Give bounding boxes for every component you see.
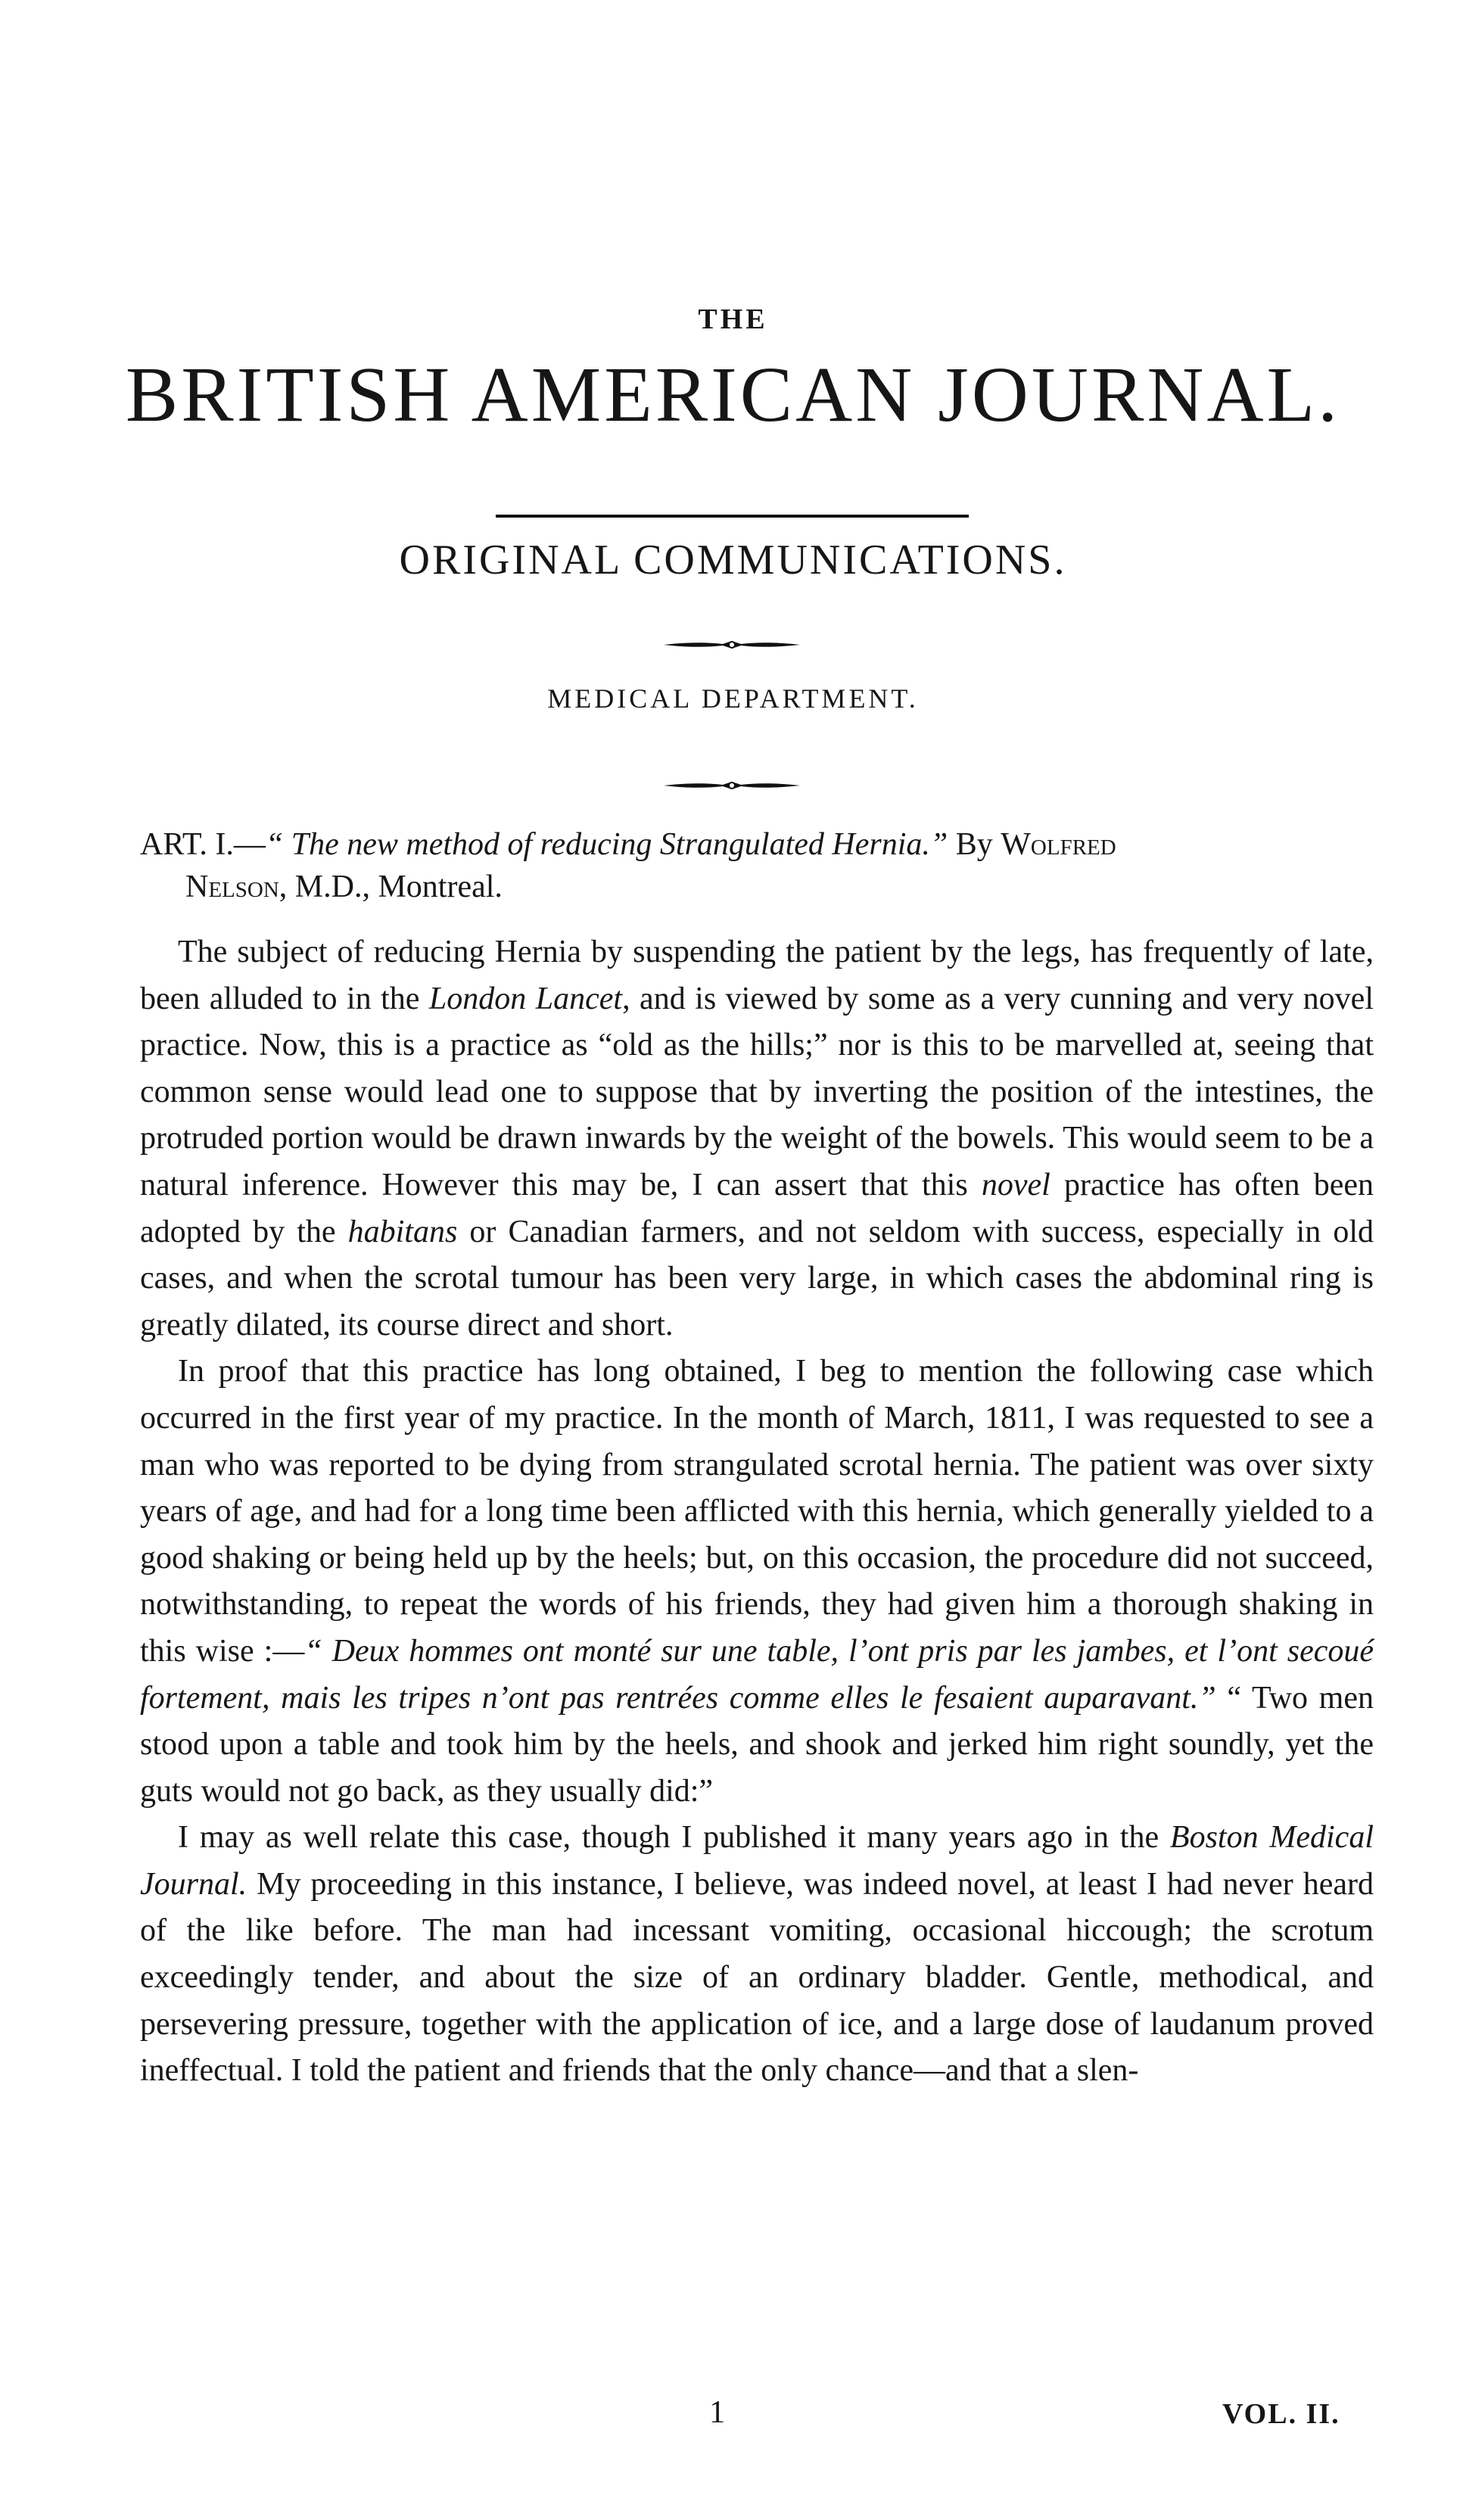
- article-title: “ The new method of reducing Strangulated Hernia.”: [265, 827, 948, 862]
- text-run: In proof that this practice has long obtained, I beg to mention the following case which occurred in the first year of my practice. In the month of March, 1811, I was requested to see a man who was reported to be dying from strangulated scrotal hernia. The patient was over sixty years of age, and had for a long time been afflicted with this hernia, which generally yielded to a good shaking or being held up by the heels; but, on this occasion, the procedure did not succeed, notwithstanding, to repeat the words of his friends, they had given him a thorough shaking in this wise :—: [140, 1354, 1374, 1669]
- article-by: By: [948, 827, 1001, 862]
- author-credentials: , M.D., Montreal.: [279, 870, 503, 904]
- text-run: My proceeding in this instance, I believe, was indeed novel, at least I had never heard of the like before. The man had incessant vomiting, occasional hiccough; the scrotum exceedingly tender, and about the size of an ordinary bladder. Gentle, methodical, and persevering pressure, together with the application of ice, and a large dose of laudanum proved ineffectual. I told the patient and friends that the only chance—and that a slen-: [140, 1866, 1374, 2089]
- text-run: “ Two men stood upon a table and took him by the heels, and shook and jerked him right soundly, yet the guts would not go back, as they usually did:”: [140, 1680, 1374, 1809]
- ornamental-rule-top: [664, 637, 800, 652]
- italic-run: London Lancet: [428, 981, 623, 1016]
- page-number: 1: [709, 2395, 725, 2430]
- ornamental-rule-bottom: [664, 778, 800, 793]
- italic-run: “ Deux hommes ont monté sur une table, l’ont pris par les jambes, et l’ont secoué fortement, mais les tripes n’ont pas rentrées comme elles le fesaient auparavant.”: [140, 1633, 1374, 1716]
- department-title: MEDICAL DEPARTMENT.: [547, 683, 919, 714]
- text-run: practice has often been adopted by the: [140, 1167, 1374, 1249]
- section-title: ORIGINAL COMMUNICATIONS.: [399, 537, 1067, 583]
- article-number: ART. I.—: [140, 827, 266, 862]
- italic-run: habitans: [347, 1214, 458, 1249]
- italic-run: Boston Medical Journal.: [140, 1820, 1374, 1902]
- author-first-name: Wolfred: [1001, 827, 1116, 862]
- text-run: The subject of reducing Hernia by suspending the patient by the legs, has frequently of late, been alluded to in the: [140, 935, 1374, 1016]
- text-run: , and is viewed by some as a very cunning and very novel practice. Now, this is a practice as “old as the hills;” nor is this to be marvelled at, seeing that common sense would lead one to suppose that by inverting the position of the intestines, the protruded portion would be drawn inwards by the weight of the bowels. This would seem to be a natural inference. However this may be, I can assert that this: [140, 981, 1374, 1202]
- journal-title: BRITISH AMERICAN JOURNAL.: [125, 351, 1341, 438]
- italic-run: novel: [981, 1167, 1050, 1202]
- title-rule: [496, 515, 969, 518]
- paragraph-3: [140, 1815, 1374, 2095]
- text-run: I may as well relate this case, though I published it many years ago in the: [178, 1820, 1170, 1856]
- author-last-name: Nelson: [185, 870, 279, 904]
- article-heading: [140, 823, 1374, 908]
- article-body: [140, 929, 1374, 2095]
- volume-signature: VOL. II.: [1222, 2398, 1340, 2430]
- paragraph-2: [140, 1349, 1374, 1815]
- title-article-the: THE: [698, 303, 768, 335]
- text-run: or Canadian farmers, and not seldom with success, especially in old cases, and when the scrotal tumour has been very large, in which cases the abdominal ring is greatly dilated, its course direct and short.: [140, 1214, 1374, 1342]
- paragraph-1: [140, 929, 1374, 1349]
